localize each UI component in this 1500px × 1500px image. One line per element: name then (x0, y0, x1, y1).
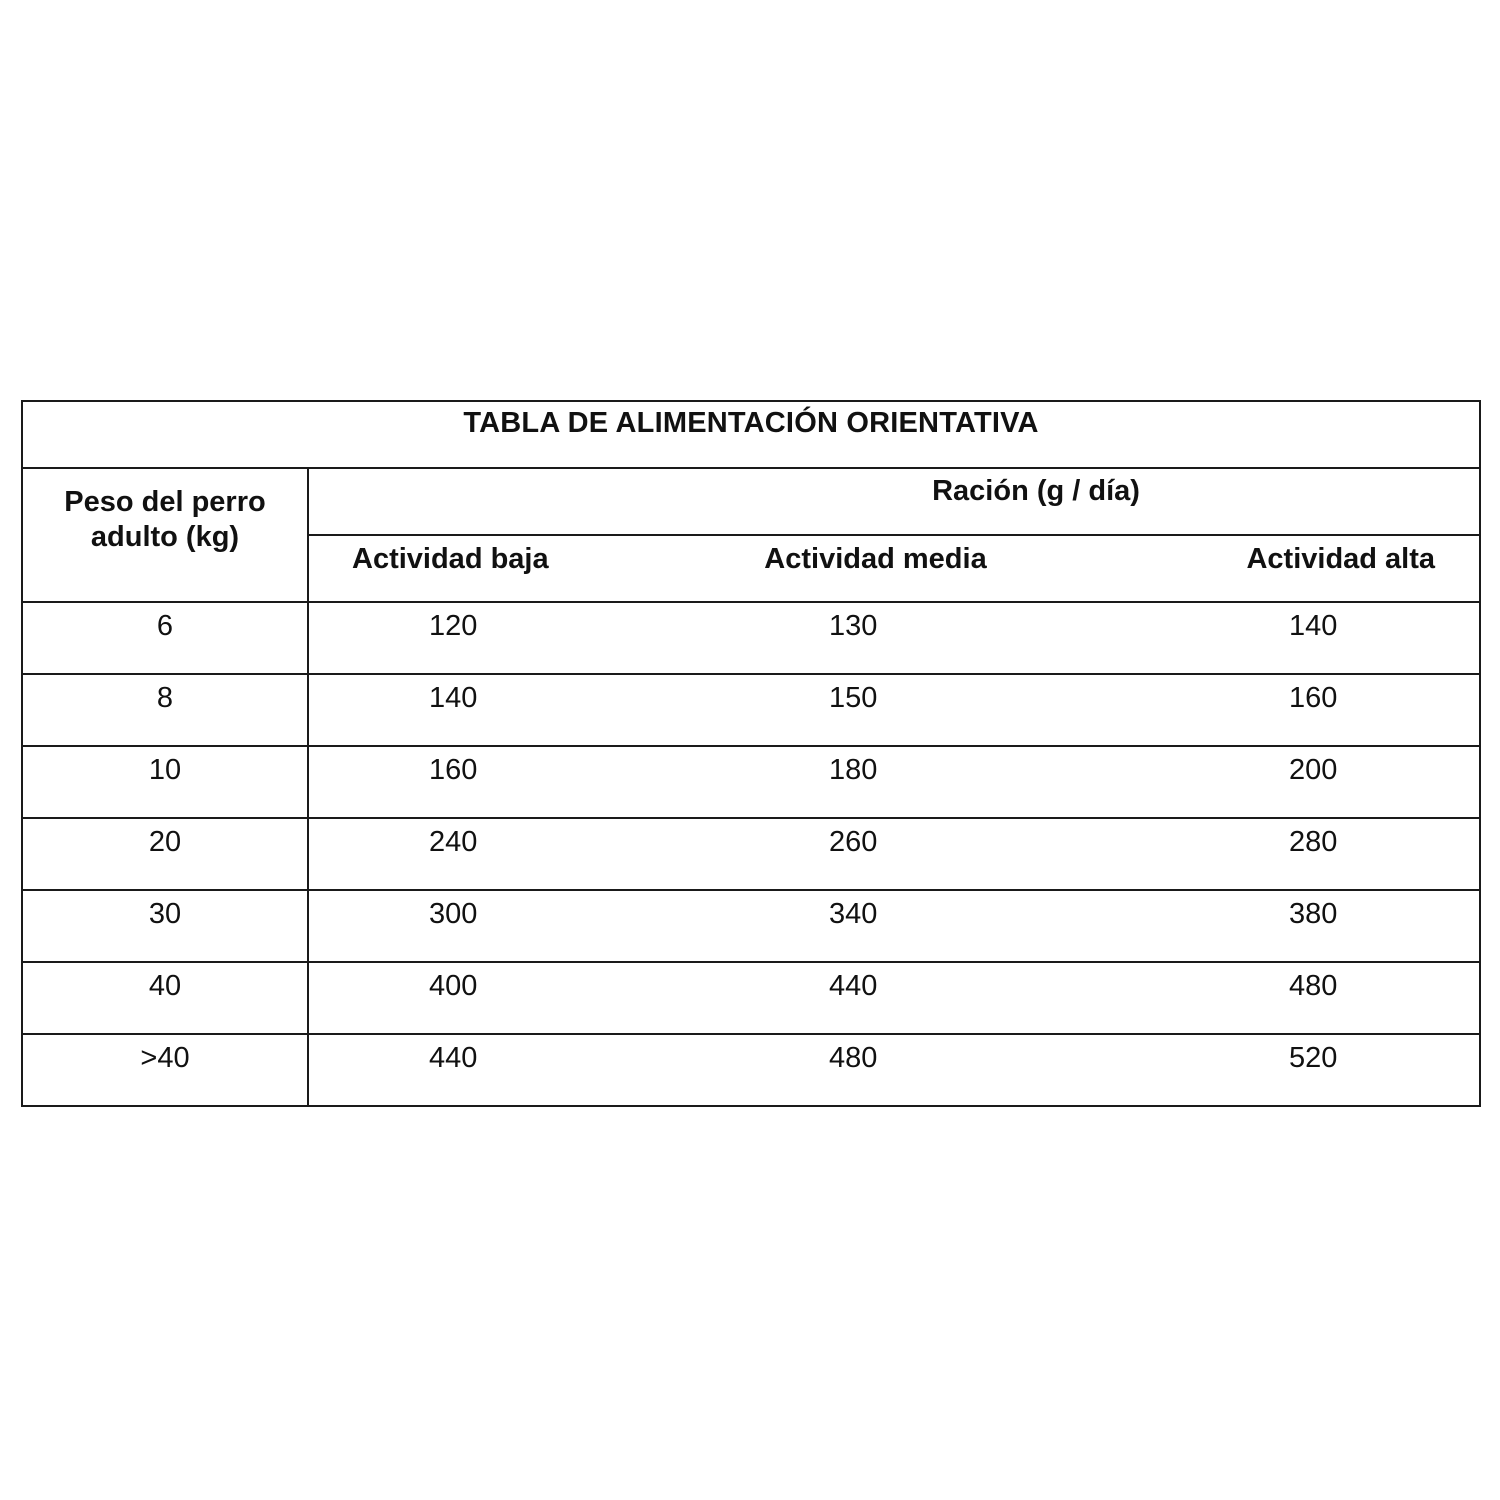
feeding-guide-table (21, 400, 1481, 1107)
table-row (22, 962, 1480, 1034)
ration-low-cell: 300 (308, 890, 603, 962)
ration-medium-cell: 260 (603, 818, 1108, 890)
weight-cell: 10 (22, 746, 308, 818)
weight-column-header: Peso del perro adulto (kg) (22, 468, 308, 602)
ration-medium-cell: 340 (603, 890, 1108, 962)
ration-medium-cell: 440 (603, 962, 1108, 1034)
title-row (22, 401, 1480, 468)
ration-low-cell: 140 (308, 674, 603, 746)
activity-high-header: Actividad alta (1108, 535, 1480, 602)
weight-cell: 40 (22, 962, 308, 1034)
ration-high-cell: 480 (1108, 962, 1480, 1034)
ration-header: Ración (g / día) (932, 475, 1140, 507)
weight-cell: 6 (22, 602, 308, 674)
weight-cell: 8 (22, 674, 308, 746)
ration-medium-cell: 180 (603, 746, 1108, 818)
table-row (22, 746, 1480, 818)
ration-header-cell (308, 468, 1480, 535)
ration-low-cell: 440 (308, 1034, 603, 1106)
table-row (22, 1034, 1480, 1106)
table-row (22, 674, 1480, 746)
weight-cell: 20 (22, 818, 308, 890)
ration-low-cell: 120 (308, 602, 603, 674)
ration-header-row (22, 468, 1480, 535)
activity-low-header: Actividad baja (308, 535, 603, 602)
weight-cell: >40 (22, 1034, 308, 1106)
ration-high-cell: 200 (1108, 746, 1480, 818)
ration-high-cell: 160 (1108, 674, 1480, 746)
ration-high-cell: 280 (1108, 818, 1480, 890)
weight-cell: 30 (22, 890, 308, 962)
table-row (22, 890, 1480, 962)
ration-medium-cell: 150 (603, 674, 1108, 746)
ration-medium-cell: 130 (603, 602, 1108, 674)
ration-medium-cell: 480 (603, 1034, 1108, 1106)
table-row (22, 602, 1480, 674)
table-row (22, 818, 1480, 890)
ration-high-cell: 380 (1108, 890, 1480, 962)
table-title: TABLA DE ALIMENTACIÓN ORIENTATIVA (22, 401, 1480, 468)
ration-high-cell: 140 (1108, 602, 1480, 674)
ration-low-cell: 240 (308, 818, 603, 890)
ration-high-cell: 520 (1108, 1034, 1480, 1106)
ration-low-cell: 160 (308, 746, 603, 818)
ration-low-cell: 400 (308, 962, 603, 1034)
activity-medium-header: Actividad media (603, 535, 1108, 602)
